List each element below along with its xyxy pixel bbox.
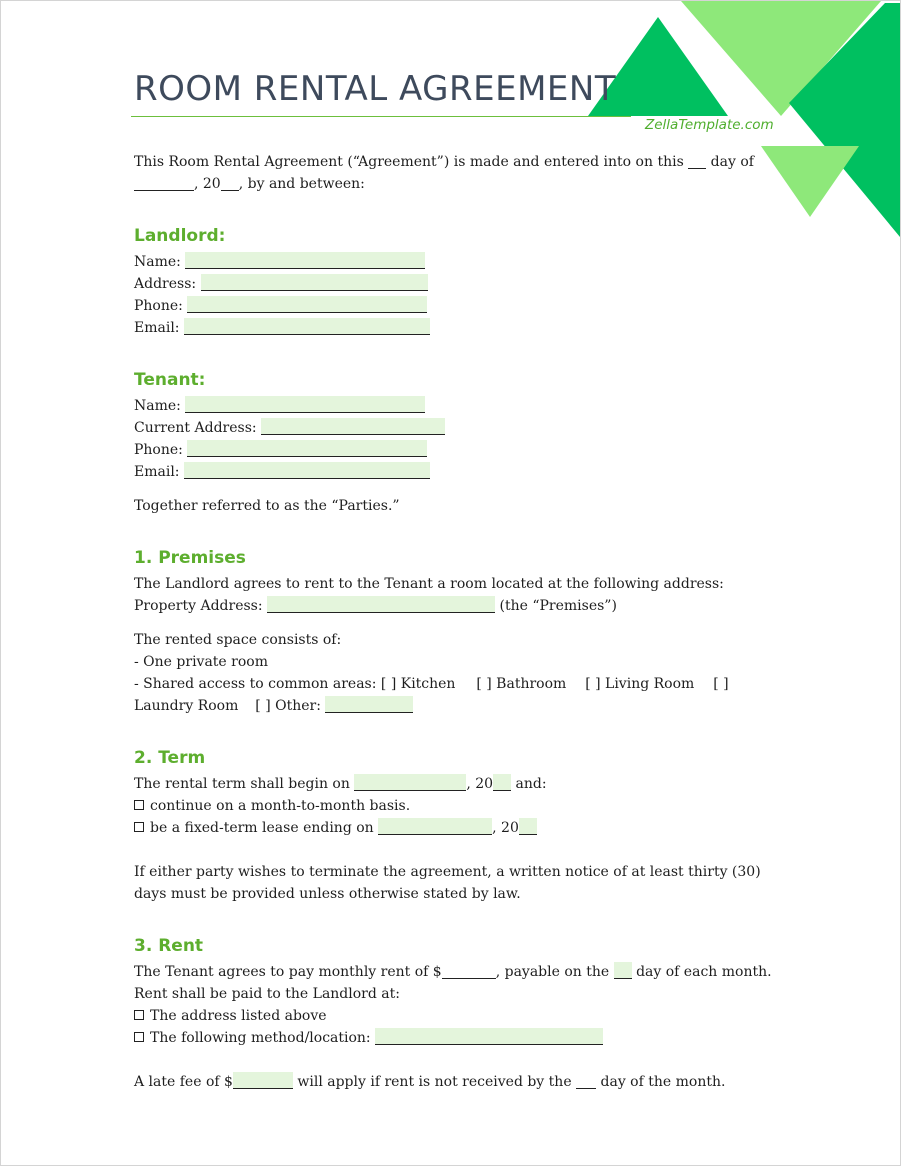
tenant-email-field[interactable] bbox=[184, 462, 430, 479]
space-intro: The rented space consists of: bbox=[134, 632, 342, 648]
method-checkbox[interactable] bbox=[134, 1032, 144, 1042]
monthly-rent-label: The Tenant agrees to pay monthly rent of $ bbox=[134, 964, 442, 980]
method-field[interactable] bbox=[375, 1028, 603, 1045]
tenant-address-row bbox=[134, 417, 774, 439]
start-year-field[interactable] bbox=[493, 774, 511, 791]
premises-heading: 1. Premises bbox=[134, 548, 246, 568]
property-address-row bbox=[134, 595, 774, 617]
living-room-option[interactable]: [ ] Living Room bbox=[585, 676, 695, 692]
fixed-term-label: be a fixed-term lease ending on bbox=[150, 820, 374, 836]
month-blank[interactable] bbox=[134, 174, 194, 191]
tenant-name-row bbox=[134, 395, 774, 417]
other-option[interactable]: [ ] Other: bbox=[255, 698, 321, 714]
triangle-small-light bbox=[761, 146, 859, 217]
monthly-rent-row bbox=[134, 961, 774, 983]
agreement-body bbox=[134, 151, 774, 1093]
landlord-email-label: Email: bbox=[134, 320, 180, 336]
landlord-email-field[interactable] bbox=[184, 318, 430, 335]
payable-label: , payable on the bbox=[495, 964, 610, 980]
parties-statement: Together referred to as the “Parties.” bbox=[134, 498, 400, 514]
late-fee-condition: will apply if rent is not received by the bbox=[297, 1074, 572, 1090]
start-date-field[interactable] bbox=[354, 774, 466, 791]
landlord-email-row bbox=[134, 317, 774, 339]
each-month-label: day of each month. bbox=[636, 964, 772, 980]
fixed-term-option bbox=[134, 817, 774, 839]
end-year-field[interactable] bbox=[519, 818, 537, 835]
month-to-month-label: continue on a month-to-month basis. bbox=[150, 798, 411, 814]
fixed-term-checkbox[interactable] bbox=[134, 822, 144, 832]
kitchen-option[interactable]: [ ] Kitchen bbox=[380, 676, 456, 692]
fixed-year-label: , 20 bbox=[492, 820, 519, 836]
method-option-label: The following method/location: bbox=[150, 1030, 371, 1046]
property-address-label: Property Address: bbox=[134, 598, 263, 614]
late-day-field[interactable] bbox=[576, 1072, 596, 1089]
rent-heading: 3. Rent bbox=[134, 936, 204, 956]
property-address-field[interactable] bbox=[267, 596, 495, 613]
landlord-phone-row bbox=[134, 295, 774, 317]
premises-suffix: (the “Premises”) bbox=[499, 598, 617, 614]
tenant-name-field[interactable] bbox=[185, 396, 425, 413]
landlord-name-row bbox=[134, 251, 774, 273]
laundry-checkbox[interactable]: [ ] bbox=[713, 676, 729, 692]
late-fee-amount-field[interactable] bbox=[233, 1072, 293, 1089]
document-title: ROOM RENTAL AGREEMENT bbox=[134, 69, 617, 109]
other-field[interactable] bbox=[325, 696, 413, 713]
intro-paragraph bbox=[134, 151, 774, 195]
landlord-name-label: Name: bbox=[134, 254, 181, 270]
term-begin-row bbox=[134, 773, 774, 795]
website-label: ZellaTemplate.com bbox=[645, 117, 774, 133]
landlord-name-field[interactable] bbox=[185, 252, 425, 269]
address-option bbox=[134, 1005, 774, 1027]
due-day-field[interactable] bbox=[614, 962, 632, 979]
term-year-label: , 20 bbox=[466, 776, 494, 792]
landlord-address-field[interactable] bbox=[201, 274, 428, 291]
intro-text-b: day of bbox=[710, 154, 754, 170]
landlord-phone-label: Phone: bbox=[134, 298, 183, 314]
bathroom-option[interactable]: [ ] Bathroom bbox=[476, 676, 567, 692]
premises-intro: The Landlord agrees to rent to the Tenant a room located at the following address: bbox=[134, 576, 724, 592]
year-blank[interactable] bbox=[221, 174, 239, 191]
termination-notice: If either party wishes to terminate the agreement, a written notice of at least thirty (30) days must be provided unless otherwise stated by law. bbox=[134, 864, 761, 902]
tenant-address-field[interactable] bbox=[261, 418, 445, 435]
intro-text-d: , by and between: bbox=[238, 176, 365, 192]
tenant-name-label: Name: bbox=[134, 398, 181, 414]
landlord-address-label: Address: bbox=[134, 276, 197, 292]
tenant-phone-label: Phone: bbox=[134, 442, 183, 458]
rent-amount-field[interactable] bbox=[442, 962, 496, 979]
landlord-phone-field[interactable] bbox=[187, 296, 427, 313]
landlord-heading: Landlord: bbox=[134, 226, 226, 246]
day-blank[interactable] bbox=[688, 152, 706, 169]
shared-areas-item bbox=[134, 673, 774, 717]
end-date-field[interactable] bbox=[378, 818, 492, 835]
tenant-email-label: Email: bbox=[134, 464, 180, 480]
late-fee-row bbox=[134, 1071, 774, 1093]
tenant-phone-field[interactable] bbox=[187, 440, 427, 457]
paid-to-line: Rent shall be paid to the Landlord at: bbox=[134, 986, 400, 1002]
shared-prefix: - Shared access to common areas: bbox=[134, 676, 377, 692]
intro-text-a: This Room Rental Agreement (“Agreement”) is made and entered into on this bbox=[134, 154, 684, 170]
tenant-address-label: Current Address: bbox=[134, 420, 257, 436]
laundry-room-label: Laundry Room bbox=[134, 698, 239, 714]
tenant-email-row bbox=[134, 461, 774, 483]
title-underline bbox=[131, 116, 631, 117]
private-room-item: - One private room bbox=[134, 654, 268, 670]
intro-text-c: , 20 bbox=[194, 176, 221, 192]
address-option-label: The address listed above bbox=[150, 1008, 327, 1024]
late-fee-day-label: day of the month. bbox=[600, 1074, 726, 1090]
address-checkbox[interactable] bbox=[134, 1010, 144, 1020]
term-begin-label: The rental term shall begin on bbox=[134, 776, 350, 792]
month-to-month-option bbox=[134, 795, 774, 817]
method-option bbox=[134, 1027, 774, 1049]
term-and: and: bbox=[515, 776, 547, 792]
month-to-month-checkbox[interactable] bbox=[134, 800, 144, 810]
late-fee-label: A late fee of $ bbox=[134, 1074, 233, 1090]
landlord-address-row bbox=[134, 273, 774, 295]
tenant-heading: Tenant: bbox=[134, 370, 206, 390]
term-heading: 2. Term bbox=[134, 748, 206, 768]
tenant-phone-row bbox=[134, 439, 774, 461]
